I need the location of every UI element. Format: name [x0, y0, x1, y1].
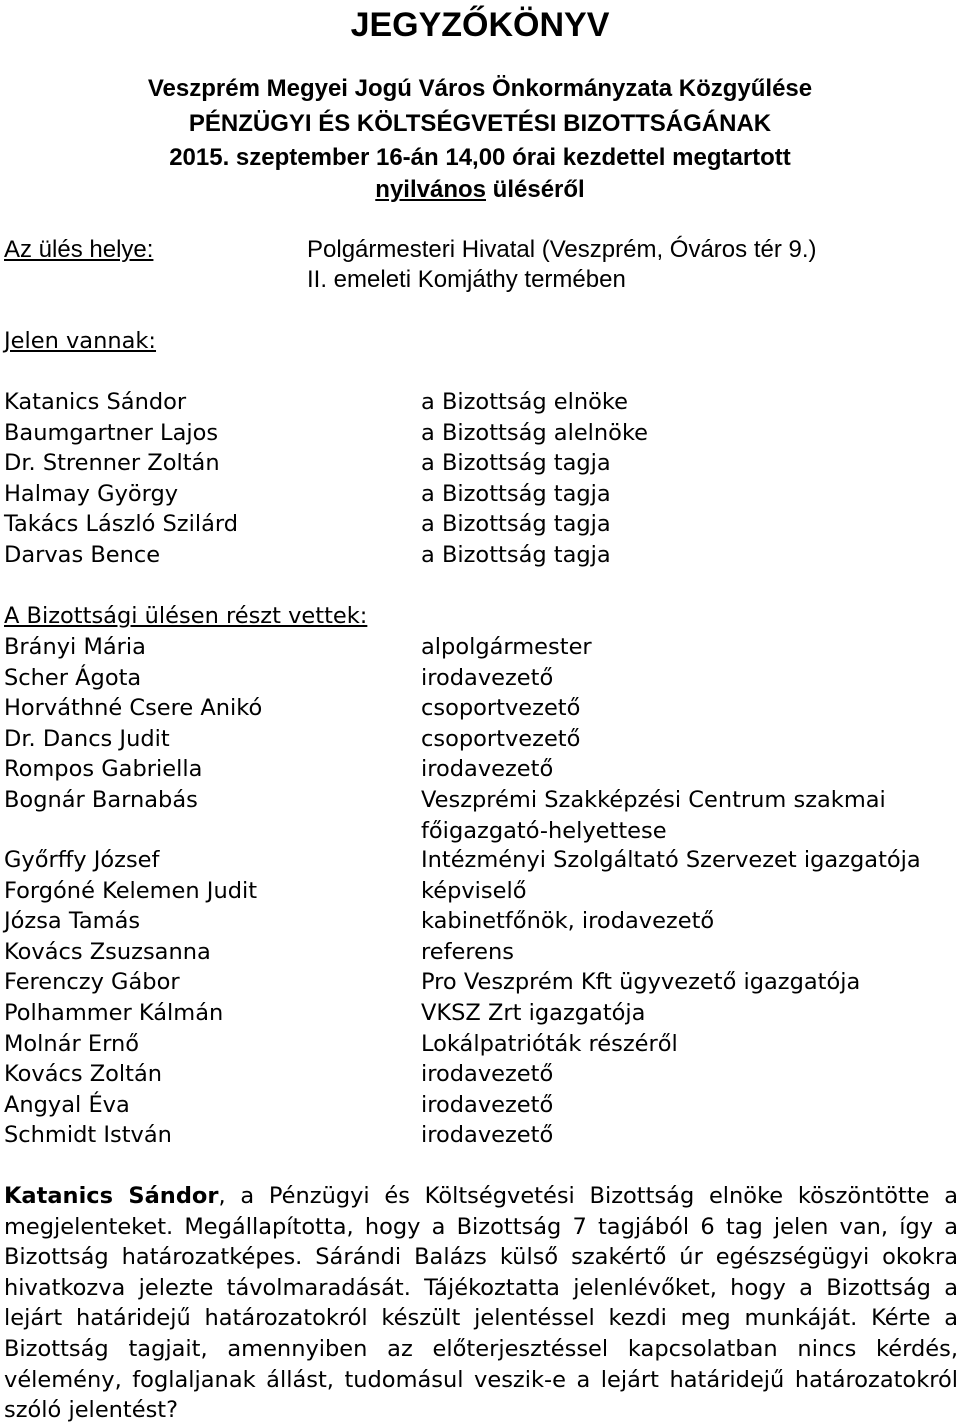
location-line-1: Polgármesteri Hivatal (Veszprém, Óváros tér 9.)	[307, 236, 817, 263]
attendee-role: csoportvezető	[421, 725, 581, 752]
attendee-name: Kovács Zoltán	[4, 1061, 163, 1088]
attendee-name: Győrffy József	[4, 847, 160, 873]
paragraph-text: , a Pénzügyi és Költségvetési Bizottság elnöke köszöntötte a megjelenteket. Megállapította, hogy a Bizottság 7 tagjából 6 tag jelen van, így a Bizottság határozatképes. Sárándi Balázs külső szakértő úr egészségügyi okokra hivatkozva jelezte távolmaradását. Tájékoztatta jelenlévőket, hogy a Bizottság a lejárt határidejű határozatokról készült jelentéssel kezdi meg munkáját. Kérte a Bizottság tagjait, amennyiben az előterjesztéssel kapcsolatban nincs kérdés, vélemény, foglaljanak állást, tudomásul veszik-e a lejárt határidejű határozatokról szóló jelentést?	[4, 1183, 959, 1424]
members-names	[4, 387, 238, 571]
attendee-name: Horváthné Csere Anikó	[4, 695, 263, 722]
attendee-role: referens	[421, 938, 514, 965]
member-name: Katanics Sándor	[4, 389, 187, 415]
attendee-name: Józsa Tamás	[4, 908, 141, 935]
member-role: a Bizottság tagja	[421, 450, 611, 477]
attendee-name: Molnár Ernő	[4, 1030, 139, 1057]
member-role: a Bizottság tagja	[421, 480, 611, 507]
header-line-4-rest: üléséről	[486, 176, 585, 203]
attendees-b-roles	[421, 845, 921, 1151]
attendee-role-continued: főigazgató-helyettese	[421, 817, 667, 844]
attendee-role: irodavezető	[421, 1061, 554, 1088]
attendee-role: Veszprémi Szakképzési Centrum szakmai	[421, 786, 886, 813]
member-name: Takács László Szilárd	[4, 511, 239, 538]
present-label: Jelen vannak:	[4, 328, 157, 354]
member-name: Dr. Strenner Zoltán	[4, 450, 220, 477]
attendee-name: Forgóné Kelemen Judit	[4, 877, 258, 904]
attendee-role: irodavezető	[421, 664, 554, 691]
member-name: Halmay György	[4, 480, 179, 507]
location-line-2: II. emeleti Komjáthy termében	[307, 266, 626, 293]
attendees-a-names	[4, 632, 262, 816]
attendee-role: csoportvezető	[421, 695, 581, 722]
attendee-name: Brányi Mária	[4, 634, 146, 660]
member-role: a Bizottság tagja	[421, 511, 611, 538]
header-line-4	[0, 175, 960, 205]
attendee-name: Rompos Gabriella	[4, 756, 203, 783]
attendee-name: Kovács Zsuzsanna	[4, 938, 211, 965]
attendee-role: Lokálpatrióták részéről	[421, 1030, 678, 1057]
attendee-name: Bognár Barnabás	[4, 786, 198, 813]
attendee-name: Angyal Éva	[4, 1091, 130, 1118]
attendees-label: A Bizottsági ülésen részt vettek:	[4, 603, 368, 629]
attendee-role: kabinetfőnök, irodavezető	[421, 908, 715, 935]
document-title: JEGYZŐKÖNYV	[350, 6, 610, 44]
header-line-2: PÉNZÜGYI ÉS KÖLTSÉGVETÉSI BIZOTTSÁGÁNAK	[188, 110, 772, 137]
attendee-name: Schmidt István	[4, 1122, 172, 1149]
attendees-a-roles	[421, 632, 886, 846]
member-name: Baumgartner Lajos	[4, 419, 219, 446]
attendee-role: alpolgármester	[421, 634, 592, 660]
attendee-role: irodavezető	[421, 1122, 554, 1149]
attendee-name: Ferenczy Gábor	[4, 969, 180, 996]
attendee-role: Intézményi Szolgáltató Szervezet igazgatója	[421, 847, 921, 873]
header-public-word: nyilvános	[375, 176, 486, 203]
location-label: Az ülés helye:	[4, 236, 154, 263]
header-line-1: Veszprém Megyei Jogú Város Önkormányzata Közgyűlése	[147, 75, 813, 102]
chair-name: Katanics Sándor	[4, 1183, 219, 1209]
attendee-name: Scher Ágota	[4, 664, 142, 691]
header-line-3: 2015. szeptember 16-án 14,00 órai kezdettel megtartott	[169, 144, 791, 171]
member-role: a Bizottság tagja	[421, 541, 611, 568]
attendee-name: Dr. Dancs Judit	[4, 725, 170, 752]
attendee-role: irodavezető	[421, 756, 554, 783]
member-role: a Bizottság elnöke	[421, 389, 628, 415]
members-roles	[421, 387, 648, 571]
attendee-role: Pro Veszprém Kft ügyvezető igazgatója	[421, 969, 861, 996]
attendee-role: képviselő	[421, 877, 527, 904]
member-role: a Bizottság alelnöke	[421, 419, 649, 446]
attendee-role: VKSZ Zrt igazgatója	[421, 999, 646, 1026]
attendee-name: Polhammer Kálmán	[4, 999, 224, 1026]
member-name: Darvas Bence	[4, 541, 161, 568]
attendee-role: irodavezető	[421, 1091, 554, 1118]
opening-paragraph	[4, 1181, 958, 1426]
attendees-b-names	[4, 845, 257, 1151]
